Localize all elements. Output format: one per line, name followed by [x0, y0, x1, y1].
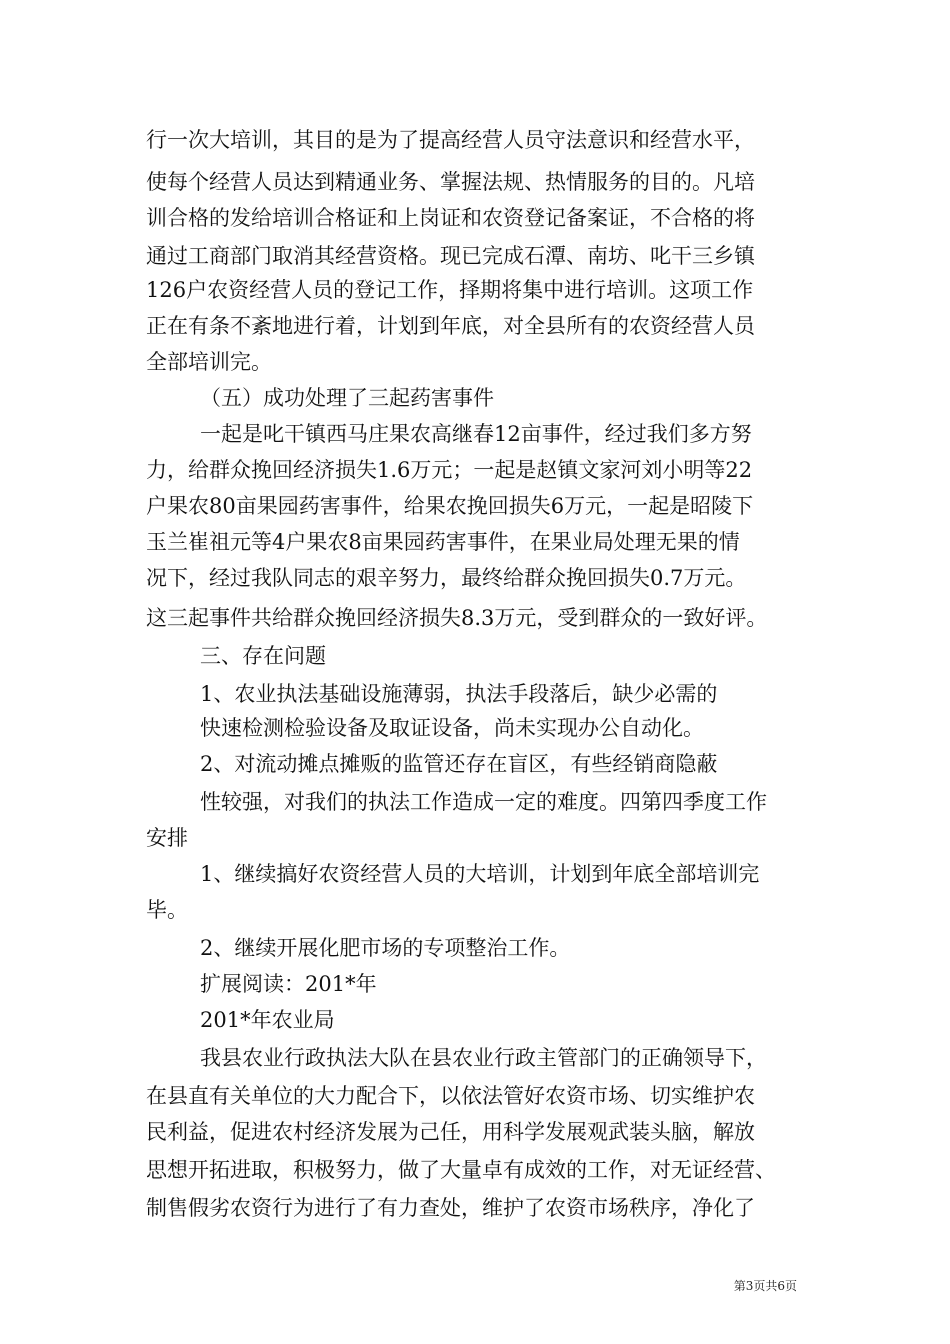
paragraph-line: 训合格的发给培训合格证和上岗证和农资登记备案证，不合格的将 — [146, 206, 755, 230]
paragraph-line: 户果农80亩果园药害事件，给果农挽回损失6万元，一起是昭陵下 — [146, 494, 754, 518]
section-heading: （五）成功处理了三起药害事件 — [200, 386, 494, 410]
paragraph-line: 我县农业行政执法大队在县农业行政主管部门的正确领导下， — [200, 1046, 767, 1070]
paragraph-line: 2、继续开展化肥市场的专项整治工作。 — [200, 936, 571, 960]
paragraph-line: 通过工商部门取消其经营资格。现已完成石潭、南坊、叱干三乡镇 — [146, 244, 755, 268]
paragraph-line: 126户农资经营人员的登记工作，择期将集中进行培训。这项工作 — [146, 278, 754, 302]
paragraph-line: 况下，经过我队同志的艰辛努力，最终给群众挽回损失0.7万元。 — [146, 566, 747, 590]
paragraph-line: 玉兰崔祖元等4户果农8亩果园药害事件，在果业局处理无果的情 — [146, 530, 740, 554]
section-heading: 三、存在问题 — [200, 644, 326, 668]
paragraph-line: 快速检测检验设备及取证设备，尚未实现办公自动化。 — [200, 716, 704, 740]
paragraph-line: 全部培训完。 — [146, 350, 272, 374]
paragraph-line: 安排 — [146, 826, 188, 850]
paragraph-line: 民利益，促进农村经济发展为己任，用科学发展观武装头脑，解放 — [146, 1120, 755, 1144]
paragraph-line: 201*年农业局 — [200, 1008, 335, 1032]
paragraph-line: 扩展阅读：201*年 — [200, 972, 377, 996]
paragraph-line: 性较强，对我们的执法工作造成一定的难度。四第四季度工作 — [200, 790, 767, 814]
paragraph-line: 1、继续搞好农资经营人员的大培训，计划到年底全部培训完 — [200, 862, 760, 886]
paragraph-line: 使每个经营人员达到精通业务、掌握法规、热情服务的目的。凡培 — [146, 170, 755, 194]
paragraph-line: 1、农业执法基础设施薄弱，执法手段落后，缺少必需的 — [200, 682, 718, 706]
paragraph-line: 正在有条不紊地进行着，计划到年底，对全县所有的农资经营人员 — [146, 314, 755, 338]
paragraph-line: 行一次大培训，其目的是为了提高经营人员守法意识和经营水平， — [146, 128, 755, 152]
page-number: 第3页共6页 — [733, 1279, 797, 1293]
paragraph-line: 在县直有关单位的大力配合下，以依法管好农资市场、切实维护农 — [146, 1084, 755, 1108]
paragraph-line: 这三起事件共给群众挽回经济损失8.3万元，受到群众的一致好评。 — [146, 606, 768, 630]
paragraph-line: 力，给群众挽回经济损失1.6万元；一起是赵镇文家河刘小明等22 — [146, 458, 753, 482]
paragraph-line: 思想开拓进取，积极努力，做了大量卓有成效的工作，对无证经营、 — [146, 1158, 776, 1182]
paragraph-line: 2、对流动摊点摊贩的监管还存在盲区，有些经销商隐蔽 — [200, 752, 718, 776]
paragraph-line: 一起是叱干镇西马庄果农高继春12亩事件，经过我们多方努 — [200, 422, 752, 446]
paragraph-line: 毕。 — [146, 898, 188, 922]
paragraph-line: 制售假劣农资行为进行了有力查处，维护了农资市场秩序，净化了 — [146, 1196, 755, 1220]
